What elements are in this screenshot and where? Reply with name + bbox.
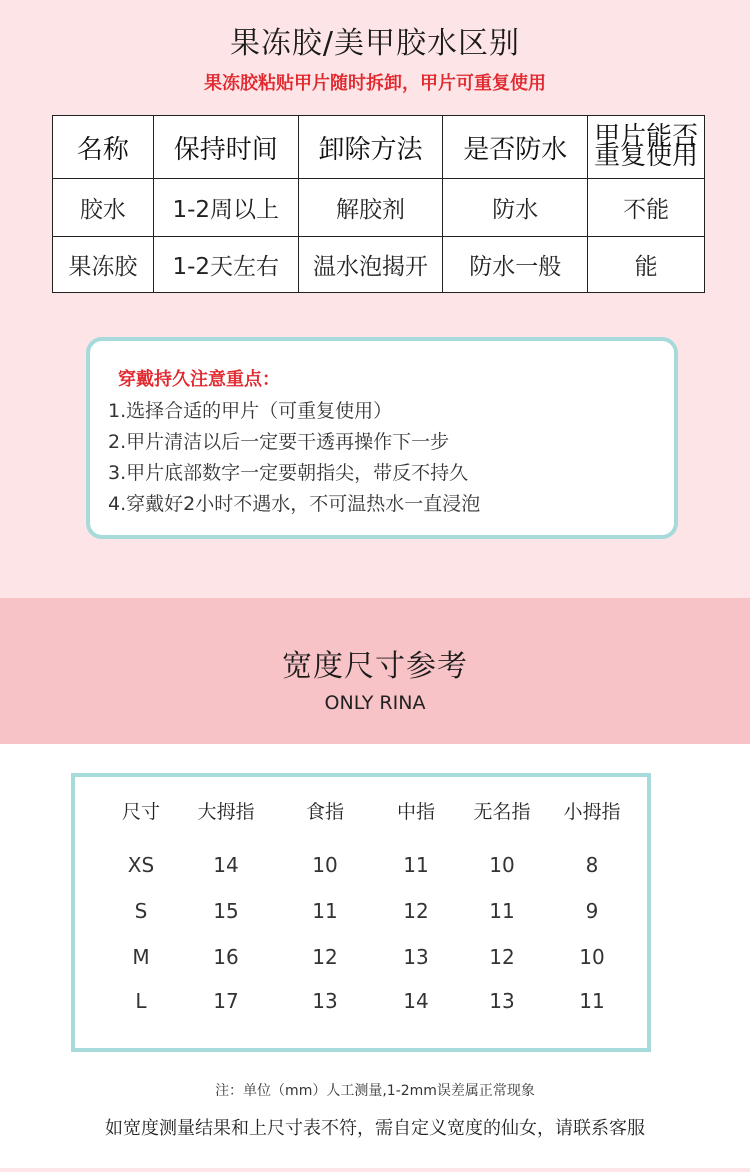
size-label-cell: XS [127, 853, 155, 877]
size-header-cell: 食指 [305, 801, 344, 823]
size-value-cell: 11 [403, 853, 429, 877]
size-header-cell: 大拇指 [197, 801, 255, 823]
header-cell-reusable: 甲片能否 重复使用 [588, 116, 705, 179]
table-row [53, 237, 705, 293]
header-cell-duration: 保持时间 [153, 116, 298, 179]
size-value-cell: 13 [312, 989, 338, 1013]
table-cell: 温水泡揭开 [298, 237, 443, 293]
table-cell: 胶水 [53, 179, 154, 237]
size-value-cell: 10 [489, 853, 515, 877]
size-value-cell: 12 [489, 945, 515, 969]
size-header-cell: 小拇指 [563, 801, 621, 823]
size-value-cell: 11 [579, 989, 605, 1013]
size-value-cell: 9 [585, 899, 599, 923]
size-value-cell: 13 [403, 945, 429, 969]
comparison-table [52, 115, 705, 293]
size-value-cell: 10 [312, 853, 338, 877]
size-value-cell: 10 [579, 945, 605, 969]
size-value-cell: 11 [312, 899, 338, 923]
header-cell-waterproof: 是否防水 [443, 116, 588, 179]
size-value-cell: 12 [312, 945, 338, 969]
size-table [71, 773, 651, 1052]
page-subtitle: 果冻胶粘贴甲片随时拆卸，甲片可重复使用 [204, 73, 546, 94]
size-label-cell: L [135, 989, 147, 1013]
table-cell: 果冻胶 [53, 237, 154, 293]
size-value-cell: 14 [403, 989, 429, 1013]
size-header-cell: 无名指 [473, 801, 531, 823]
notes-item: 1.选择合适的甲片（可重复使用） [108, 400, 393, 422]
table-cell: 1-2天左右 [153, 237, 298, 293]
contact-note: 如宽度测量结果和上尺寸表不符，需自定义宽度的仙女，请联系客服 [105, 1118, 645, 1139]
table-cell: 不能 [588, 179, 705, 237]
table-header-row [53, 116, 705, 179]
notes-item: 3.甲片底部数字一定要朝指尖，带反不持久 [108, 462, 469, 484]
size-value-cell: 11 [489, 899, 515, 923]
table-cell: 能 [588, 237, 705, 293]
notes-item: 4.穿戴好2小时不遇水，不可温热水一直浸泡 [108, 493, 481, 515]
size-value-cell: 12 [403, 899, 429, 923]
size-header-cell: 中指 [396, 801, 435, 823]
size-section-title: 宽度尺寸参考 [282, 649, 468, 684]
size-value-cell: 15 [213, 899, 239, 923]
header-cell-removal: 卸除方法 [298, 116, 443, 179]
size-label-cell: M [132, 945, 150, 969]
header-cell-name: 名称 [53, 116, 154, 179]
size-value-cell: 16 [213, 945, 239, 969]
brand-name: ONLY RINA [324, 692, 426, 714]
bottom-divider [0, 1168, 750, 1172]
size-header-cell: 尺寸 [121, 801, 160, 823]
table-cell: 防水 [443, 179, 588, 237]
notes-title: 穿戴持久注意重点： [118, 369, 280, 390]
size-value-cell: 8 [585, 853, 599, 877]
table-cell: 解胶剂 [298, 179, 443, 237]
size-value-cell: 17 [213, 989, 239, 1013]
table-row [53, 179, 705, 237]
notes-box [86, 337, 678, 539]
notes-item: 2.甲片清洁以后一定要干透再操作下一步 [108, 431, 450, 453]
unit-note: 注：单位（mm）人工测量,1-2mm误差属正常现象 [215, 1083, 535, 1099]
size-value-cell: 13 [489, 989, 515, 1013]
table-cell: 防水一般 [443, 237, 588, 293]
page-title: 果冻胶/美甲胶水区别 [229, 26, 521, 61]
table-cell: 1-2周以上 [153, 179, 298, 237]
size-value-cell: 14 [213, 853, 239, 877]
size-label-cell: S [134, 899, 148, 923]
